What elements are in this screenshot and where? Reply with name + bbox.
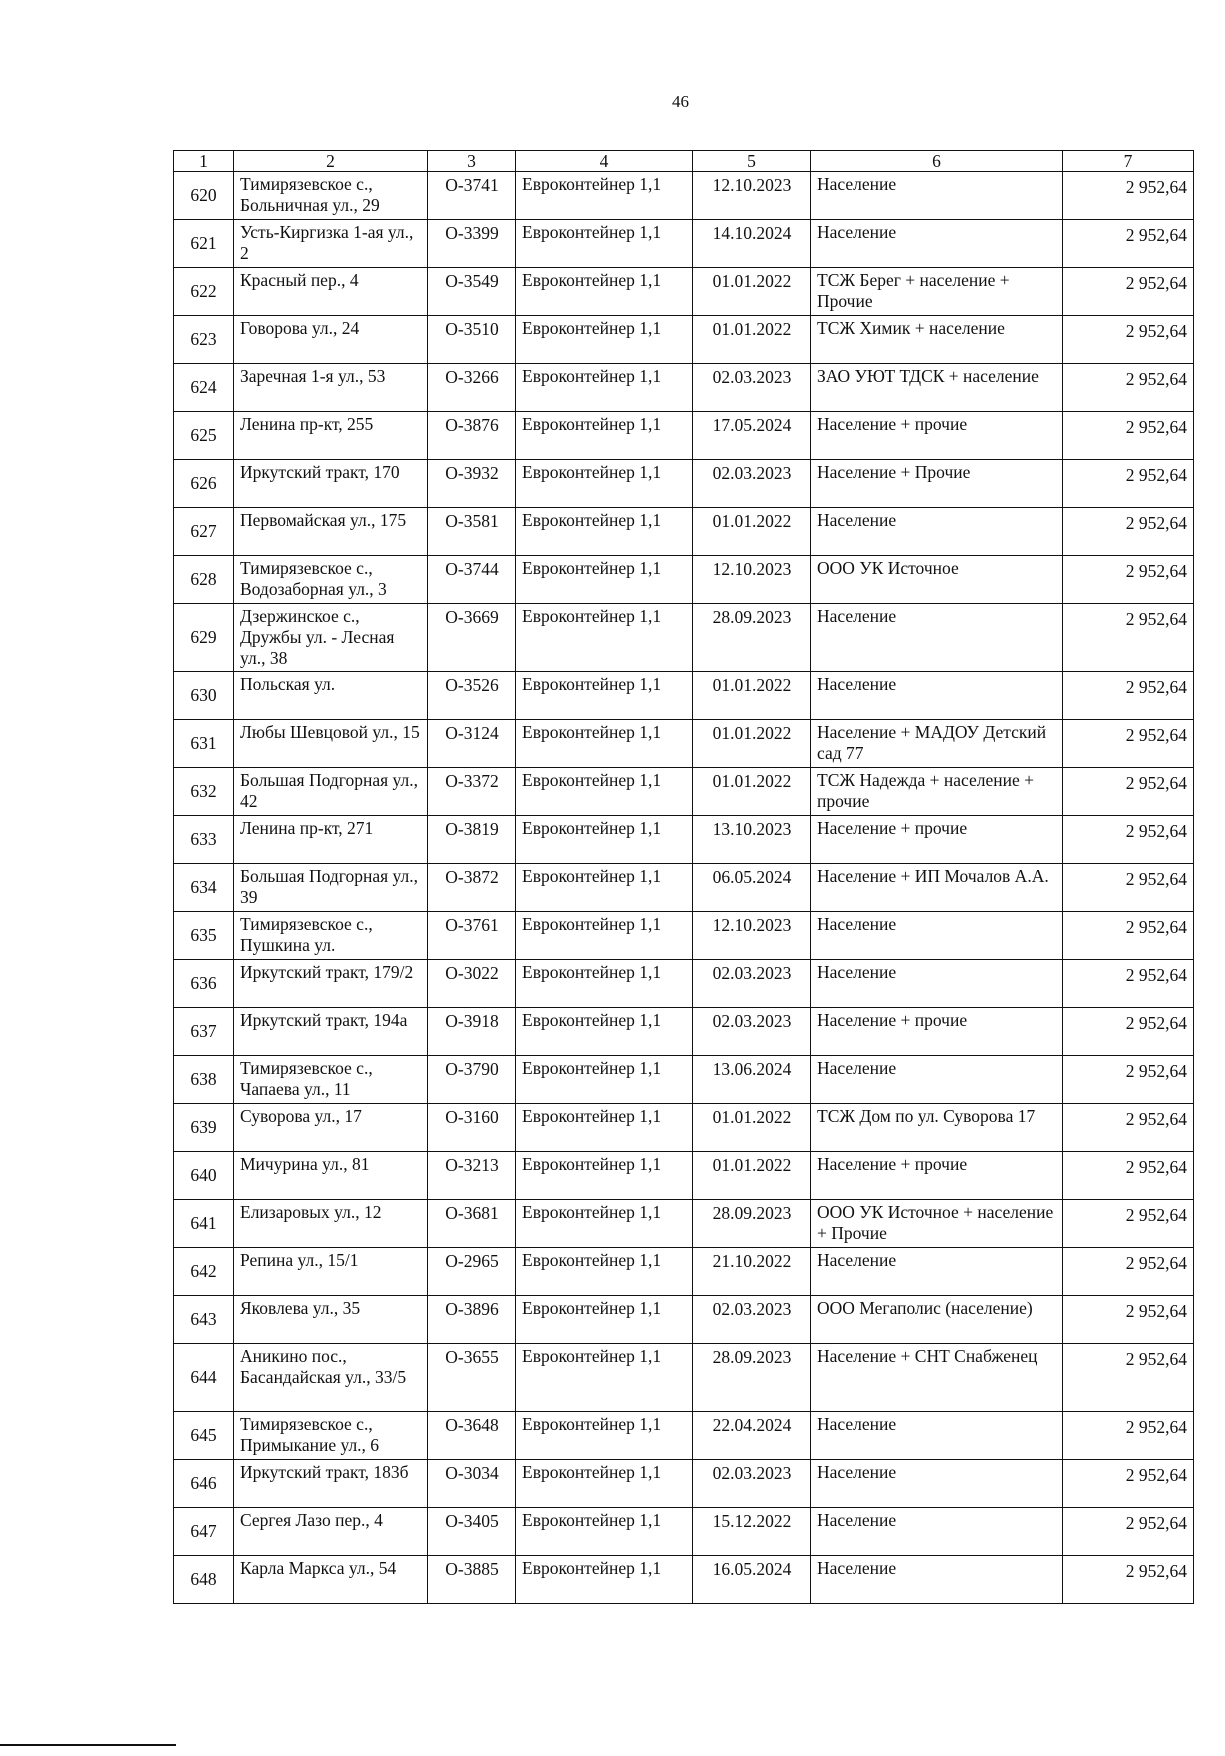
row-number: 640 [174,1152,234,1200]
amount-cell: 2 952,64 [1063,1412,1194,1460]
container-cell: Евроконтейнер 1,1 [516,1152,693,1200]
table-row [174,172,1194,220]
site-code-cell: О-3872 [428,864,516,912]
address-cell: Елизаровых ул., 12 [234,1200,428,1248]
column-header: 2 [234,151,428,172]
table-row [174,1200,1194,1248]
site-code-cell: О-3266 [428,364,516,412]
row-number: 623 [174,316,234,364]
owner-cell: Население [811,508,1063,556]
column-header: 3 [428,151,516,172]
owner-cell: ТСЖ Надежда + население + прочие [811,768,1063,816]
table-row [174,720,1194,768]
owner-cell: Население [811,604,1063,672]
container-cell: Евроконтейнер 1,1 [516,508,693,556]
amount-cell: 2 952,64 [1063,508,1194,556]
address-cell: Говорова ул., 24 [234,316,428,364]
table-row [174,1248,1194,1296]
amount-cell: 2 952,64 [1063,816,1194,864]
container-cell: Евроконтейнер 1,1 [516,316,693,364]
row-number: 648 [174,1556,234,1604]
container-cell: Евроконтейнер 1,1 [516,672,693,720]
row-number: 644 [174,1344,234,1412]
registry-table [173,150,1194,1604]
amount-cell: 2 952,64 [1063,1296,1194,1344]
date-cell: 28.09.2023 [693,1200,811,1248]
address-cell: Иркутский тракт, 183б [234,1460,428,1508]
page-number: 46 [672,92,689,111]
owner-cell: Население [811,960,1063,1008]
table-row [174,768,1194,816]
table-row [174,1344,1194,1412]
address-cell: Тимирязевское с., Водозаборная ул., 3 [234,556,428,604]
container-cell: Евроконтейнер 1,1 [516,604,693,672]
site-code-cell: О-3124 [428,720,516,768]
owner-cell: ЗАО УЮТ ТДСК + население [811,364,1063,412]
table-row [174,604,1194,672]
container-cell: Евроконтейнер 1,1 [516,720,693,768]
date-cell: 01.01.2022 [693,1104,811,1152]
table-row [174,220,1194,268]
table-row [174,1104,1194,1152]
table-row [174,1460,1194,1508]
date-cell: 17.05.2024 [693,412,811,460]
date-cell: 28.09.2023 [693,604,811,672]
container-cell: Евроконтейнер 1,1 [516,1200,693,1248]
date-cell: 01.01.2022 [693,508,811,556]
row-number: 645 [174,1412,234,1460]
owner-cell: Население + СНТ Снабженец [811,1344,1063,1412]
address-cell: Иркутский тракт, 170 [234,460,428,508]
address-cell: Дзержинское с., Дружбы ул. - Лесная ул., 38 [234,604,428,672]
row-number: 647 [174,1508,234,1556]
date-cell: 06.05.2024 [693,864,811,912]
row-number: 646 [174,1460,234,1508]
site-code-cell: О-3526 [428,672,516,720]
owner-cell: Население [811,672,1063,720]
address-cell: Тимирязевское с., Больничная ул., 29 [234,172,428,220]
table-row [174,912,1194,960]
amount-cell: 2 952,64 [1063,1556,1194,1604]
date-cell: 16.05.2024 [693,1556,811,1604]
owner-cell: Население [811,1556,1063,1604]
owner-cell: Население + ИП Мочалов А.А. [811,864,1063,912]
date-cell: 02.03.2023 [693,1460,811,1508]
site-code-cell: О-3648 [428,1412,516,1460]
table-row [174,412,1194,460]
row-number: 629 [174,604,234,672]
owner-cell: Население + МАДОУ Детский сад 77 [811,720,1063,768]
owner-cell: ТСЖ Дом по ул. Суворова 17 [811,1104,1063,1152]
container-cell: Евроконтейнер 1,1 [516,816,693,864]
owner-cell: Население [811,220,1063,268]
row-number: 626 [174,460,234,508]
amount-cell: 2 952,64 [1063,316,1194,364]
container-cell: Евроконтейнер 1,1 [516,268,693,316]
address-cell: Красный пер., 4 [234,268,428,316]
row-number: 638 [174,1056,234,1104]
site-code-cell: О-3790 [428,1056,516,1104]
container-cell: Евроконтейнер 1,1 [516,1508,693,1556]
site-code-cell: О-3741 [428,172,516,220]
address-cell: Любы Шевцовой ул., 15 [234,720,428,768]
site-code-cell: О-3581 [428,508,516,556]
container-cell: Евроконтейнер 1,1 [516,1412,693,1460]
table-row [174,460,1194,508]
amount-cell: 2 952,64 [1063,1344,1194,1412]
table-row [174,1296,1194,1344]
row-number: 636 [174,960,234,1008]
address-cell: Сергея Лазо пер., 4 [234,1508,428,1556]
date-cell: 01.01.2022 [693,316,811,364]
row-number: 621 [174,220,234,268]
address-cell: Усть-Киргизка 1-ая ул., 2 [234,220,428,268]
date-cell: 15.12.2022 [693,1508,811,1556]
site-code-cell: О-3761 [428,912,516,960]
owner-cell: Население [811,1460,1063,1508]
address-cell: Большая Подгорная ул., 42 [234,768,428,816]
row-number: 620 [174,172,234,220]
address-cell: Тимирязевское с., Пушкина ул. [234,912,428,960]
table-row [174,508,1194,556]
container-cell: Евроконтейнер 1,1 [516,172,693,220]
amount-cell: 2 952,64 [1063,864,1194,912]
amount-cell: 2 952,64 [1063,768,1194,816]
container-cell: Евроконтейнер 1,1 [516,364,693,412]
site-code-cell: О-3669 [428,604,516,672]
table-row [174,816,1194,864]
container-cell: Евроконтейнер 1,1 [516,960,693,1008]
owner-cell: ТСЖ Химик + население [811,316,1063,364]
owner-cell: ТСЖ Берег + население + Прочие [811,268,1063,316]
container-cell: Евроконтейнер 1,1 [516,1296,693,1344]
container-cell: Евроконтейнер 1,1 [516,1008,693,1056]
date-cell: 13.06.2024 [693,1056,811,1104]
column-header: 1 [174,151,234,172]
amount-cell: 2 952,64 [1063,364,1194,412]
table-row [174,864,1194,912]
owner-cell: Население [811,1248,1063,1296]
site-code-cell: О-3896 [428,1296,516,1344]
table-row [174,556,1194,604]
address-cell: Большая Подгорная ул., 39 [234,864,428,912]
column-header: 4 [516,151,693,172]
date-cell: 22.04.2024 [693,1412,811,1460]
row-number: 622 [174,268,234,316]
date-cell: 01.01.2022 [693,768,811,816]
site-code-cell: О-3932 [428,460,516,508]
container-cell: Евроконтейнер 1,1 [516,1344,693,1412]
amount-cell: 2 952,64 [1063,1152,1194,1200]
table-row [174,1056,1194,1104]
container-cell: Евроконтейнер 1,1 [516,1248,693,1296]
row-number: 643 [174,1296,234,1344]
site-code-cell: О-3034 [428,1460,516,1508]
container-cell: Евроконтейнер 1,1 [516,1056,693,1104]
container-cell: Евроконтейнер 1,1 [516,1104,693,1152]
amount-cell: 2 952,64 [1063,412,1194,460]
address-cell: Мичурина ул., 81 [234,1152,428,1200]
site-code-cell: О-3918 [428,1008,516,1056]
address-cell: Ленина пр-кт, 255 [234,412,428,460]
site-code-cell: О-3405 [428,1508,516,1556]
table-row [174,1508,1194,1556]
amount-cell: 2 952,64 [1063,1104,1194,1152]
amount-cell: 2 952,64 [1063,556,1194,604]
owner-cell: Население + прочие [811,816,1063,864]
amount-cell: 2 952,64 [1063,220,1194,268]
table-row [174,1412,1194,1460]
site-code-cell: О-2965 [428,1248,516,1296]
row-number: 624 [174,364,234,412]
date-cell: 02.03.2023 [693,364,811,412]
row-number: 625 [174,412,234,460]
date-cell: 02.03.2023 [693,1008,811,1056]
container-cell: Евроконтейнер 1,1 [516,220,693,268]
address-cell: Первомайская ул., 175 [234,508,428,556]
container-cell: Евроконтейнер 1,1 [516,1556,693,1604]
address-cell: Иркутский тракт, 179/2 [234,960,428,1008]
site-code-cell: О-3819 [428,816,516,864]
amount-cell: 2 952,64 [1063,1056,1194,1104]
date-cell: 01.01.2022 [693,268,811,316]
address-cell: Заречная 1-я ул., 53 [234,364,428,412]
site-code-cell: О-3160 [428,1104,516,1152]
site-code-cell: О-3655 [428,1344,516,1412]
table-row [174,1152,1194,1200]
amount-cell: 2 952,64 [1063,912,1194,960]
table-row [174,268,1194,316]
column-header: 5 [693,151,811,172]
site-code-cell: О-3022 [428,960,516,1008]
date-cell: 02.03.2023 [693,960,811,1008]
site-code-cell: О-3744 [428,556,516,604]
table-row [174,316,1194,364]
row-number: 630 [174,672,234,720]
address-cell: Польская ул. [234,672,428,720]
row-number: 641 [174,1200,234,1248]
amount-cell: 2 952,64 [1063,1508,1194,1556]
date-cell: 14.10.2024 [693,220,811,268]
date-cell: 02.03.2023 [693,1296,811,1344]
row-number: 639 [174,1104,234,1152]
site-code-cell: О-3399 [428,220,516,268]
site-code-cell: О-3213 [428,1152,516,1200]
row-number: 632 [174,768,234,816]
date-cell: 12.10.2023 [693,912,811,960]
column-header: 6 [811,151,1063,172]
address-cell: Репина ул., 15/1 [234,1248,428,1296]
row-number: 633 [174,816,234,864]
owner-cell: Население [811,912,1063,960]
date-cell: 12.10.2023 [693,556,811,604]
amount-cell: 2 952,64 [1063,172,1194,220]
row-number: 627 [174,508,234,556]
amount-cell: 2 952,64 [1063,720,1194,768]
row-number: 635 [174,912,234,960]
table-row [174,672,1194,720]
amount-cell: 2 952,64 [1063,268,1194,316]
address-cell: Карла Маркса ул., 54 [234,1556,428,1604]
address-cell: Яковлева ул., 35 [234,1296,428,1344]
address-cell: Аникино пос., Басандайская ул., 33/5 [234,1344,428,1412]
owner-cell: ООО Мегаполис (население) [811,1296,1063,1344]
row-number: 634 [174,864,234,912]
date-cell: 01.01.2022 [693,1152,811,1200]
row-number: 637 [174,1008,234,1056]
row-number: 631 [174,720,234,768]
owner-cell: ООО УК Источное [811,556,1063,604]
owner-cell: Население [811,172,1063,220]
address-cell: Суворова ул., 17 [234,1104,428,1152]
amount-cell: 2 952,64 [1063,1248,1194,1296]
owner-cell: Население + прочие [811,412,1063,460]
date-cell: 02.03.2023 [693,460,811,508]
table-row [174,1008,1194,1056]
table-header-row [174,151,1194,172]
column-header: 7 [1063,151,1194,172]
container-cell: Евроконтейнер 1,1 [516,1460,693,1508]
address-cell: Ленина пр-кт, 271 [234,816,428,864]
row-number: 642 [174,1248,234,1296]
amount-cell: 2 952,64 [1063,604,1194,672]
table-row [174,1556,1194,1604]
date-cell: 21.10.2022 [693,1248,811,1296]
amount-cell: 2 952,64 [1063,1460,1194,1508]
date-cell: 01.01.2022 [693,672,811,720]
date-cell: 28.09.2023 [693,1344,811,1412]
container-cell: Евроконтейнер 1,1 [516,768,693,816]
amount-cell: 2 952,64 [1063,960,1194,1008]
owner-cell: Население [811,1056,1063,1104]
owner-cell: Население [811,1508,1063,1556]
container-cell: Евроконтейнер 1,1 [516,412,693,460]
site-code-cell: О-3876 [428,412,516,460]
date-cell: 01.01.2022 [693,720,811,768]
site-code-cell: О-3681 [428,1200,516,1248]
amount-cell: 2 952,64 [1063,672,1194,720]
row-number: 628 [174,556,234,604]
site-code-cell: О-3549 [428,268,516,316]
owner-cell: Население + прочие [811,1008,1063,1056]
amount-cell: 2 952,64 [1063,460,1194,508]
container-cell: Евроконтейнер 1,1 [516,864,693,912]
site-code-cell: О-3510 [428,316,516,364]
owner-cell: Население + прочие [811,1152,1063,1200]
table-row [174,960,1194,1008]
site-code-cell: О-3885 [428,1556,516,1604]
owner-cell: Население [811,1412,1063,1460]
footnote-divider [0,1744,176,1746]
container-cell: Евроконтейнер 1,1 [516,556,693,604]
address-cell: Иркутский тракт, 194а [234,1008,428,1056]
owner-cell: ООО УК Источное + население + Прочие [811,1200,1063,1248]
address-cell: Тимирязевское с., Чапаева ул., 11 [234,1056,428,1104]
date-cell: 12.10.2023 [693,172,811,220]
amount-cell: 2 952,64 [1063,1008,1194,1056]
site-code-cell: О-3372 [428,768,516,816]
owner-cell: Население + Прочие [811,460,1063,508]
container-cell: Евроконтейнер 1,1 [516,912,693,960]
date-cell: 13.10.2023 [693,816,811,864]
table-row [174,364,1194,412]
amount-cell: 2 952,64 [1063,1200,1194,1248]
container-cell: Евроконтейнер 1,1 [516,460,693,508]
address-cell: Тимирязевское с., Примыкание ул., 6 [234,1412,428,1460]
